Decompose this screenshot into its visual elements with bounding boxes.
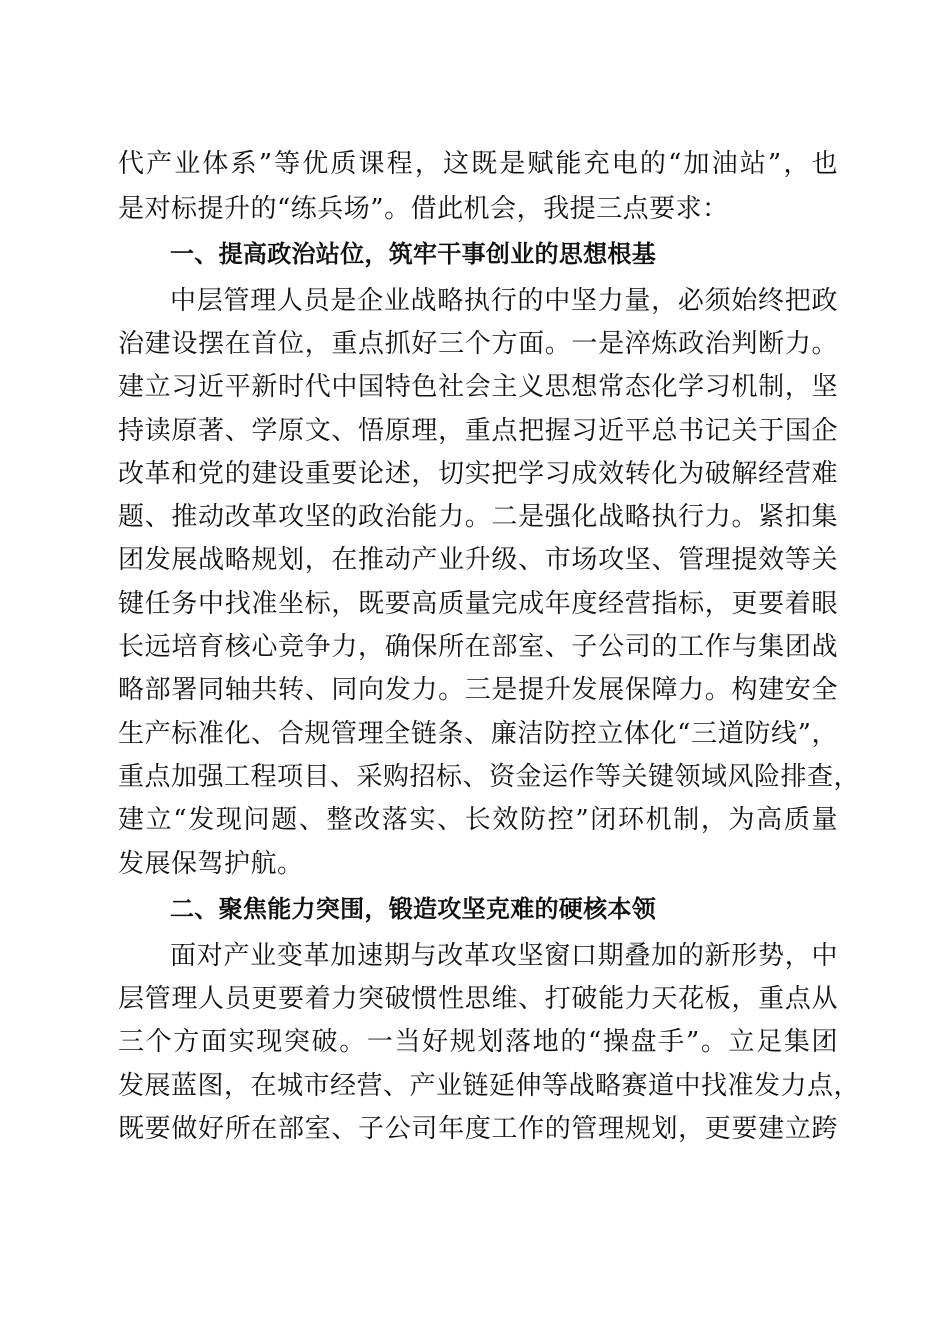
paragraph-2-line-6: 题、推动改革攻坚的政治能力。二是强化战略执行力。紧扣集 [118,502,838,532]
paragraph-2-line-3: 建立习近平新时代中国特色社会主义思想常态化学习机制，坚 [118,372,838,402]
section-heading-1: 一、提高政治站位，筑牢干事创业的思想根基 [170,240,656,268]
paragraph-2-line-10: 略部署同轴共转、同向发力。三是提升发展保障力。构建安全 [118,675,838,705]
paragraph-3-line-1: 面对产业变革加速期与改革攻坚窗口期叠加的新形势，中 [170,941,838,971]
paragraph-2-line-13: 建立“发现问题、整改落实、长效防控”闭环机制，为高质量 [118,805,838,835]
paragraph-2-line-12: 重点加强工程项目、采购招标、资金运作等关键领域风险排查， [118,762,861,792]
paragraph-2-line-14: 发展保驾护航。 [118,849,304,879]
paragraph-3-line-2: 层管理人员更要着力突破惯性思维、打破能力天花板，重点从 [118,984,838,1014]
paragraph-3-line-3: 三个方面实现突破。一当好规划落地的“操盘手”。立足集团 [118,1027,838,1057]
paragraph-2-line-7: 团发展战略规划，在推动产业升级、市场攻坚、管理提效等关 [118,545,838,575]
paragraph-1-line-2: 是对标提升的“练兵场”。借此机会，我提三点要求： [118,194,729,224]
paragraph-2-line-9: 长远培育核心竞争力，确保所在部室、子公司的工作与集团战 [118,632,838,662]
paragraph-2-line-11: 生产标准化、合规管理全链条、廉洁防控立体化“三道防线”， [118,719,838,749]
paragraph-1-line-1: 代产业体系”等优质课程，这既是赋能充电的“加油站”，也 [118,149,838,179]
paragraph-2-line-8: 键任务中找准坐标，既要高质量完成年度经营指标，更要着眼 [118,589,838,619]
paragraph-3-line-5: 既要做好所在部室、子公司年度工作的管理规划，更要建立跨 [118,1114,838,1144]
section-heading-2: 二、聚焦能力突围，锻造攻坚克难的硬核本领 [170,895,656,923]
paragraph-2-line-4: 持读原著、学原文、悟原理，重点把握习近平总书记关于国企 [118,416,838,446]
paragraph-3-line-4: 发展蓝图，在城市经营、产业链延伸等战略赛道中找准发力点， [118,1071,861,1101]
paragraph-2-line-5: 改革和党的建设重要论述，切实把学习成效转化为破解经营难 [118,459,838,489]
paragraph-2-line-2: 治建设摆在首位，重点抓好三个方面。一是淬炼政治判断力。 [118,329,838,359]
paragraph-2-line-1: 中层管理人员是企业战略执行的中坚力量，必须始终把政 [170,286,838,316]
